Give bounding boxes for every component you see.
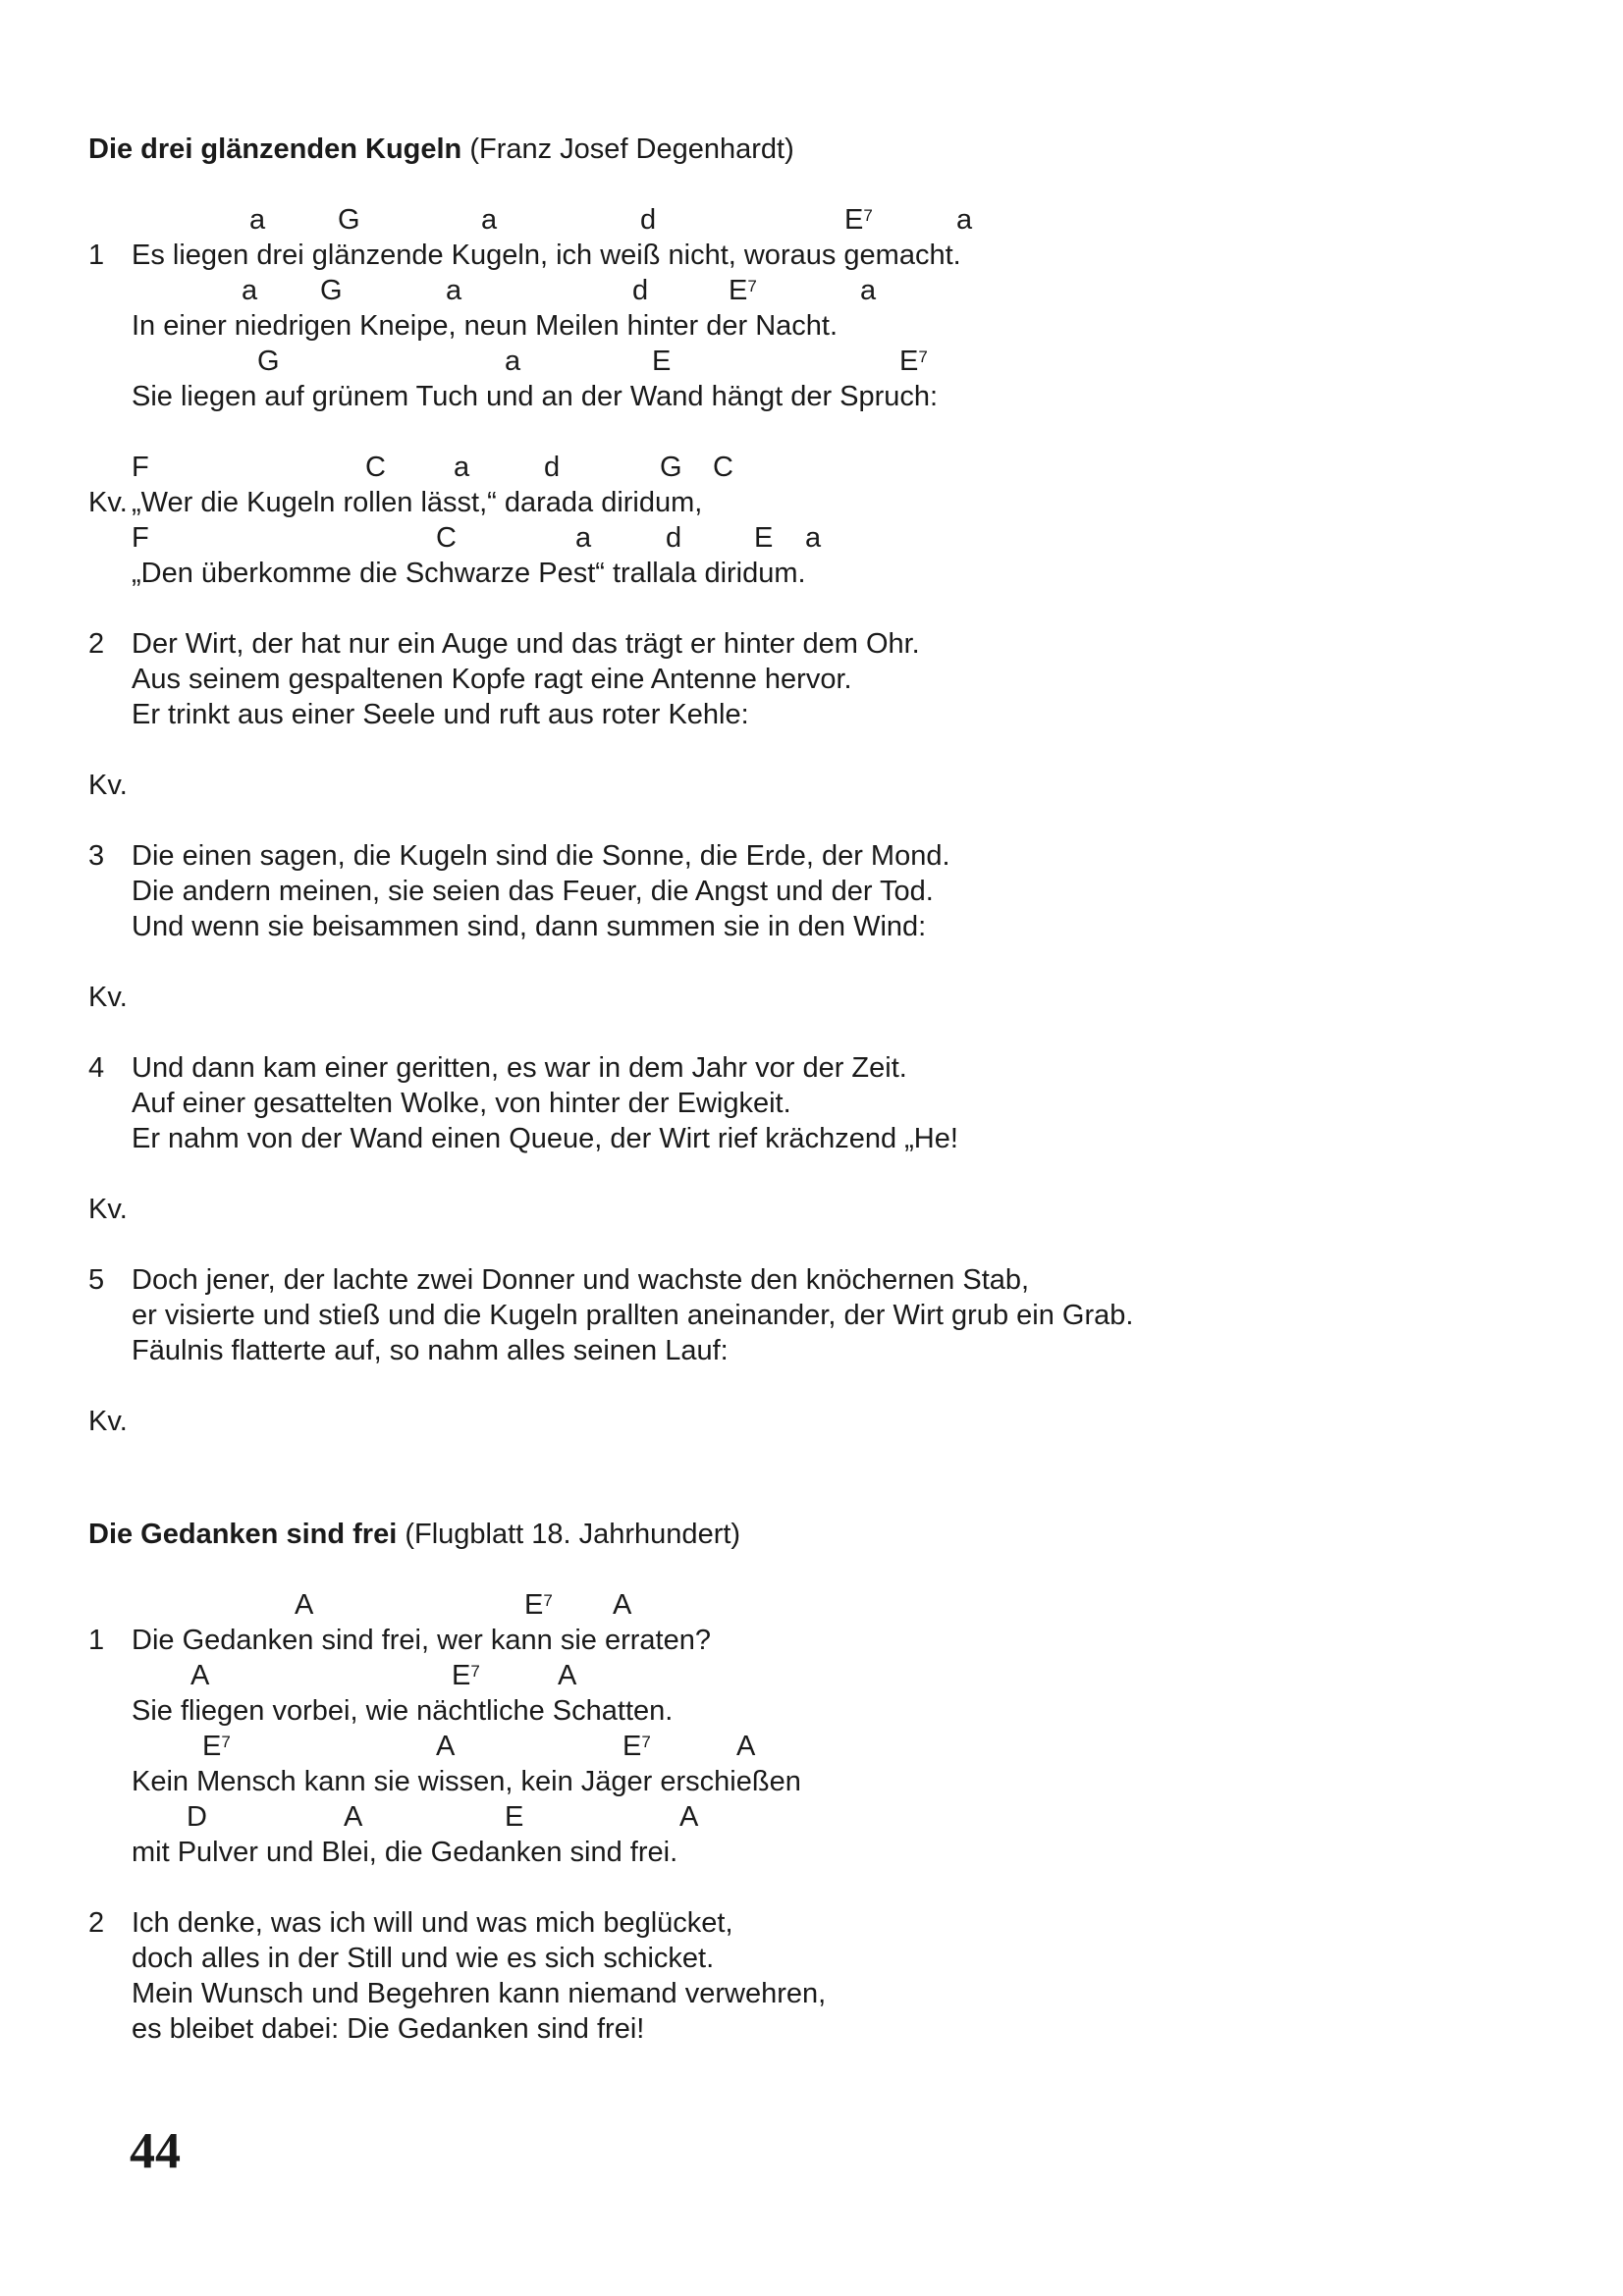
lyric-line: Der Wirt, der hat nur ein Auge und das trägt er hinter dem Ohr. — [132, 628, 920, 660]
lyric-line: Die einen sagen, die Kugeln sind die Sonne, die Erde, der Mond. — [132, 840, 950, 872]
lyric-line: Und dann kam einer geritten, es war in dem Jahr vor der Zeit. — [132, 1052, 907, 1084]
chord: $E^7$ — [844, 204, 873, 236]
lyric-line: Kein Mensch kann sie wissen, kein Jäger erschießen — [132, 1766, 801, 1797]
stanza — [88, 1905, 1463, 2047]
stanza-lines — [132, 1905, 1463, 2047]
refrain-marker: Kv. — [88, 982, 128, 1013]
chord: a — [805, 522, 822, 554]
chord: A — [558, 1660, 577, 1691]
chord: A — [344, 1801, 363, 1833]
chord: d — [666, 522, 682, 554]
refrain-marker: Kv. — [88, 1406, 128, 1437]
stanza-number: 1 — [88, 1625, 105, 1656]
chord-seventh: 7 — [221, 1733, 231, 1751]
lyric-line: er visierte und stieß und die Kugeln prallten aneinander, der Wirt grub ein Grab. — [132, 1300, 1134, 1331]
chord: $E^7$ — [899, 346, 928, 377]
stanza — [88, 202, 1463, 414]
stanza-number: 3 — [88, 840, 105, 872]
lyric-line: Sie fliegen vorbei, wie nächtliche Schatten. — [132, 1695, 674, 1727]
lyric-line: Aus seinem gespaltenen Kopfe ragt eine Antenne hervor. — [132, 664, 852, 695]
chord-line — [132, 273, 1463, 308]
stanza-number: 4 — [88, 1052, 105, 1084]
stanza-number: Kv. — [88, 487, 128, 518]
stanza-lines — [132, 1262, 1463, 1368]
stanza-lines — [132, 1050, 1463, 1156]
lyric-line: Auf einer gesattelten Wolke, von hinter der Ewigkeit. — [132, 1088, 791, 1119]
stanza-lines — [132, 450, 1463, 591]
stanza-lines — [132, 202, 1463, 414]
chord: G — [660, 452, 682, 483]
chord: A — [736, 1731, 756, 1762]
lyric-line: doch alles in der Still und wie es sich schicket. — [132, 1943, 715, 1974]
chord-line — [132, 1587, 1463, 1623]
chord-seventh: 7 — [747, 277, 757, 295]
chord: a — [860, 275, 877, 306]
lyric-line: In einer niedrigen Kneipe, neun Meilen hinter der Nacht. — [132, 310, 839, 342]
chord-line — [132, 1658, 1463, 1693]
chord-seventh: 7 — [641, 1733, 651, 1751]
lyric-line: Die andern meinen, sie seien das Feuer, die Angst und der Tod. — [132, 876, 934, 907]
stanza-lines — [132, 1587, 1463, 1870]
chord-seventh: 7 — [918, 347, 928, 366]
song-author: (Flugblatt 18. Jahrhundert) — [397, 1519, 741, 1550]
stanza-number: 1 — [88, 240, 105, 271]
chord: E — [754, 522, 774, 554]
chord: $E^7$ — [729, 275, 757, 306]
chord: G — [257, 346, 280, 377]
lyric-line: Doch jener, der lachte zwei Donner und wachste den knöchernen Stab, — [132, 1264, 1030, 1296]
refrain-marker: Kv. — [88, 1194, 128, 1225]
chord: A — [679, 1801, 699, 1833]
chord: a — [575, 522, 592, 554]
stanza-lines — [132, 626, 1463, 732]
chord: C — [436, 522, 457, 554]
chord: F — [132, 522, 149, 554]
stanza — [88, 838, 1463, 944]
page-number: 44 — [130, 2123, 181, 2179]
chord-line — [132, 202, 1463, 238]
lyric-line: Ich denke, was ich will und was mich beglücket, — [132, 1907, 733, 1939]
lyric-line: Fäulnis flatterte auf, so nahm alles seinen Lauf: — [132, 1335, 729, 1366]
chord: G — [320, 275, 343, 306]
chord-line — [132, 520, 1463, 556]
stanza — [88, 1050, 1463, 1156]
stanza — [88, 1262, 1463, 1368]
chord: a — [505, 346, 521, 377]
stanza-number: 2 — [88, 1907, 105, 1939]
song-title-line — [88, 132, 1463, 167]
song-title: Die drei glänzenden Kugeln — [88, 133, 462, 165]
song-degenhardt — [88, 132, 1463, 1474]
stanza — [88, 626, 1463, 732]
chord: $E^7$ — [524, 1589, 553, 1621]
song-gedanken-frei — [88, 1517, 1463, 2082]
lyric-line: Er nahm von der Wand einen Queue, der Wirt rief krächzend „He! — [132, 1123, 958, 1154]
stanza-lines — [132, 838, 1463, 944]
lyric-line: „Wer die Kugeln rollen lässt,“ darada diridum, — [132, 487, 703, 518]
chord: $E^7$ — [452, 1660, 480, 1691]
chord: C — [365, 452, 386, 483]
stanza — [88, 450, 1463, 591]
lyric-line: Und wenn sie beisammen sind, dann summen sie in den Wind: — [132, 911, 927, 942]
chord: A — [190, 1660, 210, 1691]
chord-seventh: 7 — [863, 206, 873, 225]
song-title: Die Gedanken sind frei — [88, 1519, 398, 1550]
chord-line — [132, 344, 1463, 379]
lyric-line: mit Pulver und Blei, die Gedanken sind frei. — [132, 1837, 678, 1868]
chord: a — [454, 452, 470, 483]
chord: a — [446, 275, 462, 306]
chord: d — [640, 204, 657, 236]
lyric-line: Die Gedanken sind frei, wer kann sie erraten? — [132, 1625, 711, 1656]
chord-line — [132, 450, 1463, 485]
stanza — [88, 1587, 1463, 1870]
chord: $E^7$ — [622, 1731, 651, 1762]
chord-seventh: 7 — [470, 1662, 480, 1681]
chord: a — [249, 204, 266, 236]
chord: E — [652, 346, 672, 377]
lyric-line: Mein Wunsch und Begehren kann niemand verwehren, — [132, 1978, 827, 2009]
chord: a — [481, 204, 498, 236]
chord-line — [132, 1799, 1463, 1835]
lyric-line: Es liegen drei glänzende Kugeln, ich weiß nicht, woraus gemacht. — [132, 240, 961, 271]
lyric-line: „Den überkomme die Schwarze Pest“ trallala diridum. — [132, 558, 806, 589]
chord-seventh: 7 — [543, 1591, 553, 1610]
chord: a — [956, 204, 973, 236]
chord: A — [613, 1589, 632, 1621]
chord: $E^7$ — [202, 1731, 231, 1762]
song-author: (Franz Josef Degenhardt) — [461, 133, 794, 165]
chord: D — [187, 1801, 207, 1833]
chord: a — [242, 275, 258, 306]
song-title-line — [88, 1517, 1463, 1552]
chord: A — [295, 1589, 314, 1621]
chord: F — [132, 452, 149, 483]
stanza-number: 5 — [88, 1264, 105, 1296]
lyric-line: Sie liegen auf grünem Tuch und an der Wand hängt der Spruch: — [132, 381, 939, 412]
chord: A — [436, 1731, 456, 1762]
chord: G — [338, 204, 360, 236]
refrain-marker: Kv. — [88, 770, 128, 801]
chord: E — [505, 1801, 524, 1833]
chord: C — [713, 452, 733, 483]
chord-line — [132, 1729, 1463, 1764]
stanza-number: 2 — [88, 628, 105, 660]
lyric-line: Er trinkt aus einer Seele und ruft aus roter Kehle: — [132, 699, 749, 730]
chord: d — [632, 275, 649, 306]
chord: d — [544, 452, 561, 483]
lyric-line: es bleibet dabei: Die Gedanken sind frei! — [132, 2013, 645, 2045]
